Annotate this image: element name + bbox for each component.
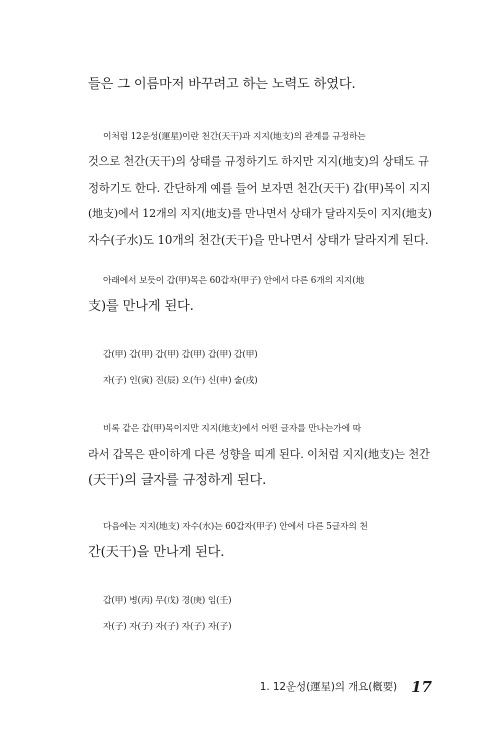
text-line: 정하기도 한다. 간단하게 예를 들어 보자면 천간(天干) 갑(甲)목이 지지 — [88, 181, 431, 195]
text-line: 들은 그 이름마저 바꾸려고 하는 노력도 하였다. — [88, 77, 356, 92]
text-line: 비록 같은 갑(甲)목이지만 지지(地支)에서 어떤 글자를 만나는가에 따 — [103, 424, 361, 434]
text-line: 간(天干)을 만나게 된다. — [88, 545, 225, 560]
text-line: 이처럼 12운성(運星)이란 천간(天干)과 지지(地支)의 관계를 규정하는 — [103, 132, 366, 142]
text-line: 支)를 만나게 된다. — [88, 299, 194, 314]
page-footer — [0, 676, 432, 696]
text-line: 다음에는 지지(地支) 자수(水)는 60갑자(甲子) 안에서 다른 5글자의 천 — [103, 522, 368, 532]
text-line: 라서 갑목은 판이하게 다른 성향을 띠게 된다. 이처럼 지지(地支)는 천간 — [88, 448, 430, 461]
text-line: 자(子) 인(寅) 진(辰) 오(午) 신(申) 술(戌) — [103, 376, 258, 386]
text-line: 것으로 천간(天干)의 상태를 규정하기도 하지만 지지(地支)의 상태도 규 — [88, 155, 429, 168]
text-line: 자(子) 자(子) 자(子) 자(子) 자(子) — [103, 622, 232, 632]
text-line: (地支)에서 12개의 지지(地支)를 만나면서 상태가 달라지듯이 지지(地支) — [88, 207, 432, 220]
text-line: 갑(甲) 갑(甲) 갑(甲) 갑(甲) 갑(甲) 갑(甲) — [103, 350, 258, 360]
text-line: 갑(甲) 병(丙) 무(戊) 경(庚) 임(壬) — [103, 596, 232, 606]
text-line: 아래에서 보듯이 갑(甲)목은 60갑자(甲子) 안에서 다른 6개의 지지(地 — [103, 276, 365, 286]
text-line: 자수(子水)도 10개의 천간(天干)을 만나면서 상태가 달라지게 된다. — [88, 233, 429, 247]
running-chapter-title: 1. 12운성(運星)의 개요(槪要) — [259, 681, 398, 693]
text-line: (天干)의 글자를 규정하게 된다. — [88, 473, 267, 488]
page-number: 17 — [411, 677, 432, 696]
